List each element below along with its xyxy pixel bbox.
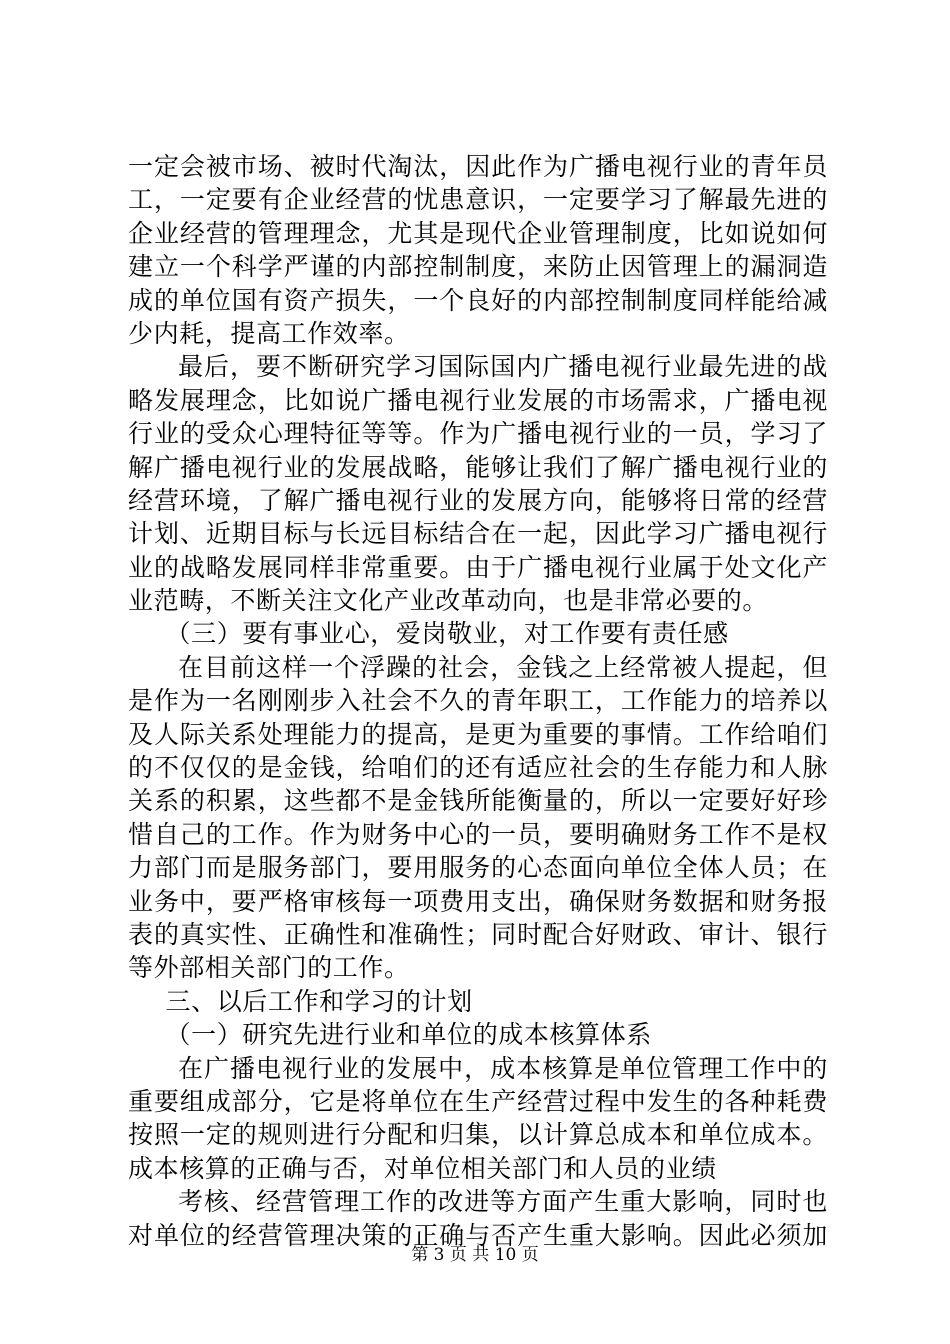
text-line: 是作为一名刚刚步入社会不久的青年职工，工作能力的培养以 [128, 686, 828, 716]
text-line: 建立一个科学严谨的内部控制制度，来防止因管理上的漏洞造 [128, 252, 828, 282]
text-line: 少内耗，提高工作效率。 [128, 318, 410, 348]
text-line: 力部门而是服务部门，要用服务的心态面向单位全体人员；在 [128, 853, 828, 883]
text-line: 三、以后工作和学习的计划 [165, 986, 473, 1016]
document-body [128, 150, 828, 1252]
text-line: 业的战略发展同样非常重要。由于广播电视行业属于处文化产 [128, 552, 828, 582]
text-line: 成本核算的正确与否，对单位相关部门和人员的业绩 [128, 1153, 717, 1183]
text-line: 考核、经营管理工作的改进等方面产生重大影响，同时也 [178, 1187, 828, 1217]
page-footer [0, 1244, 950, 1266]
text-line: 成的单位国有资产损失，一个良好的内部控制制度同样能给减 [128, 285, 828, 315]
text-line: 业范畴，不断关注文化产业改革动向，也是非常必要的。 [128, 586, 769, 616]
text-line: 业务中，要严格审核每一项费用支出，确保财务数据和财务报 [128, 886, 828, 916]
text-line: 的不仅仅的是金钱，给咱们的还有适应社会的生存能力和人脉 [128, 753, 828, 783]
text-line: 在目前这样一个浮躁的社会，金钱之上经常被人提起，但 [178, 652, 828, 682]
text-line: 解广播电视行业的发展战略，能够让我们了解广播电视行业的 [128, 452, 828, 482]
text-line: 工，一定要有企业经营的忧患意识，一定要学习了解最先进的 [128, 185, 828, 215]
text-line: 重要组成部分，它是将单位在生产经营过程中发生的各种耗费 [128, 1086, 828, 1116]
text-line: 经营环境，了解广播电视行业的发展方向，能够将日常的经营 [128, 485, 828, 515]
text-line: 及人际关系处理能力的提高，是更为重要的事情。工作给咱们 [128, 719, 828, 749]
text-line: 惜自己的工作。作为财务中心的一员，要明确财务工作不是权 [128, 819, 828, 849]
text-line: 最后，要不断研究学习国际国内广播电视行业最先进的战 [178, 352, 828, 382]
text-line: 行业的受众心理特征等等。作为广播电视行业的一员，学习了 [128, 419, 828, 449]
text-line: 等外部相关部门的工作。 [128, 953, 410, 983]
text-line: 计划、近期目标与长远目标结合在一起，因此学习广播电视行 [128, 519, 828, 549]
text-line: 按照一定的规则进行分配和归集，以计算总成本和单位成本。 [128, 1120, 828, 1150]
text-line: 在广播电视行业的发展中，成本核算是单位管理工作中的 [178, 1053, 828, 1083]
page-number-label: 第 3 页 共 10 页 [411, 1245, 539, 1265]
text-line: （三）要有事业心，爱岗敬业，对工作要有责任感 [165, 619, 729, 649]
text-line: 对单位的经营管理决策的正确与否产生重大影响。因此必须加 [128, 1220, 828, 1250]
text-line: 关系的积累，这些都不是金钱所能衡量的，所以一定要好好珍 [128, 786, 828, 816]
text-line: 企业经营的管理理念，尤其是现代企业管理制度，比如说如何 [128, 218, 828, 248]
text-line: （一）研究先进行业和单位的成本核算体系 [165, 1020, 652, 1050]
text-line: 一定会被市场、被时代淘汰，因此作为广播电视行业的青年员 [128, 152, 828, 181]
text-line: 表的真实性、正确性和准确性；同时配合好财政、审计、银行 [128, 919, 828, 949]
text-line: 略发展理念，比如说广播电视行业发展的市场需求，广播电视 [128, 385, 828, 415]
